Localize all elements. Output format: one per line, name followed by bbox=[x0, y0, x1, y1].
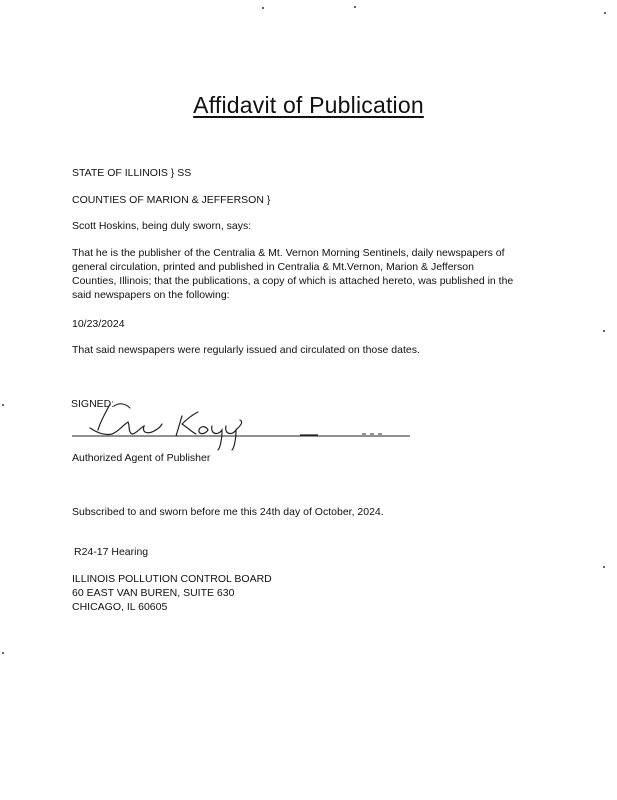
reference-line: R24-17 Hearing bbox=[74, 546, 149, 558]
subscribed-statement: Subscribed to and sworn before me this 24th day of October, 2024. bbox=[72, 506, 384, 518]
body-line: That he is the publisher of the Centralia & Mt. Vernon Morning Sentinels, daily newspapers of bbox=[72, 247, 505, 259]
scan-speck bbox=[603, 330, 605, 332]
address-line: CHICAGO, IL 60605 bbox=[72, 601, 168, 613]
publication-date: 10/23/2024 bbox=[72, 318, 125, 330]
signature-image bbox=[70, 392, 420, 452]
scan-speck bbox=[2, 652, 4, 654]
signed-label: SIGNED: bbox=[71, 398, 115, 410]
document-title: Affidavit of Publication bbox=[193, 92, 424, 118]
body-line: general circulation, printed and published in Centralia & Mt.Vernon, Marion & Jefferson bbox=[72, 261, 474, 273]
sworn-line: Scott Hoskins, being duly sworn, says: bbox=[72, 220, 252, 232]
state-line: STATE OF ILLINOIS } SS bbox=[72, 167, 192, 179]
body-line: said newspapers on the following: bbox=[72, 289, 230, 301]
body-paragraph bbox=[72, 246, 552, 302]
circulation-statement: That said newspapers were regularly issued and circulated on those dates. bbox=[72, 344, 420, 356]
address-line: 60 EAST VAN BUREN, SUITE 630 bbox=[72, 587, 235, 599]
address-line: ILLINOIS POLLUTION CONTROL BOARD bbox=[72, 573, 272, 585]
scan-speck bbox=[262, 7, 264, 9]
address-block bbox=[72, 572, 552, 614]
agent-label: Authorized Agent of Publisher bbox=[72, 452, 211, 464]
scan-speck bbox=[2, 404, 4, 406]
body-line: Counties, Illinois; that the publications, a copy of which is attached hereto, was published in the bbox=[72, 275, 514, 287]
scan-speck bbox=[354, 6, 356, 8]
scan-speck bbox=[603, 566, 605, 568]
counties-line: COUNTIES OF MARION & JEFFERSON } bbox=[72, 194, 271, 206]
scan-speck bbox=[604, 12, 606, 14]
